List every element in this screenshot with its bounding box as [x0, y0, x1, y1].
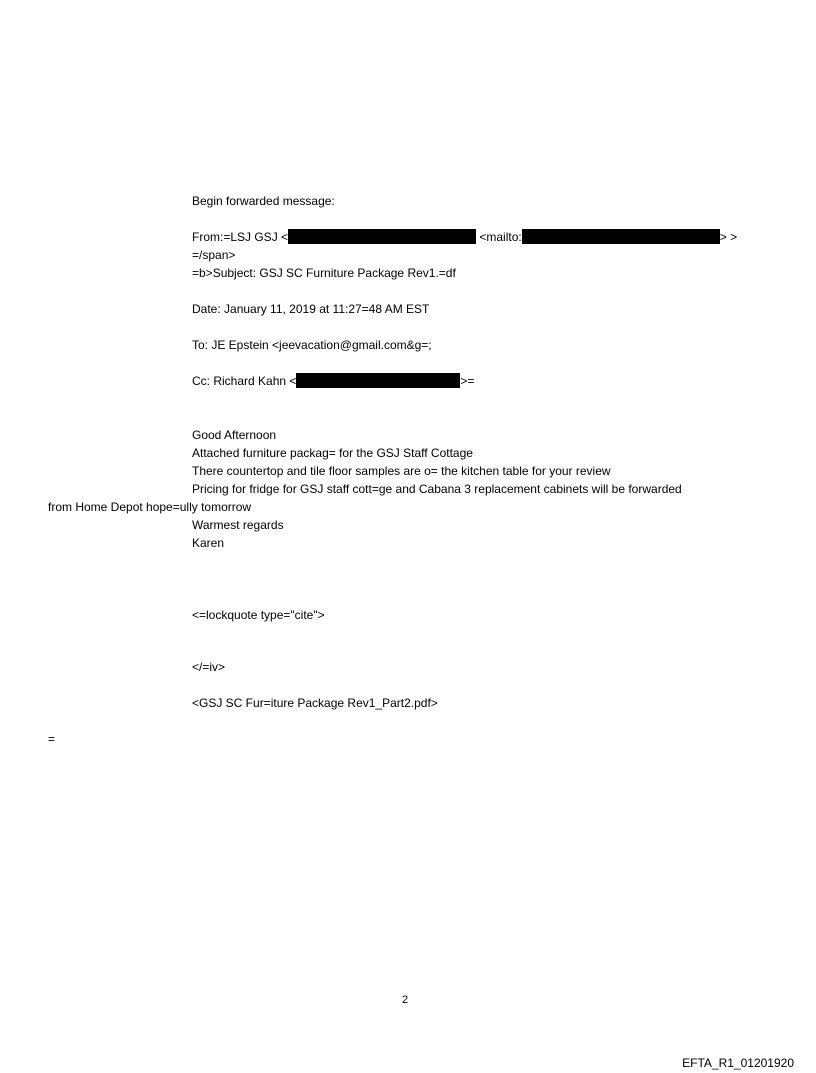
body-line-3: Pricing for fridge for GSJ staff cott=ge and Cabana 3 replacement cabinets will be forwarded — [192, 482, 682, 496]
greeting: Good Afternoon — [192, 428, 277, 442]
mailto-label: <mailto: — [479, 230, 522, 244]
page-number: 2 — [402, 994, 409, 1006]
body-line-1: Attached furniture packag= for the GSJ Staff Cottage — [192, 446, 473, 460]
to-line: To: JE Epstein <jeevacation@gmail.com&g=; — [192, 338, 432, 352]
redaction-box — [296, 373, 460, 388]
from-label: From:=LSJ GSJ < — [192, 230, 289, 244]
body-line-3-wrap: from Home Depot hope=ully tomorrow — [48, 500, 252, 514]
redaction-box — [522, 229, 720, 244]
from-line — [192, 228, 737, 246]
body-line-2: There countertop and tile floor samples are o= the kitchen table for your review — [192, 464, 611, 478]
from-suffix: > > — [719, 230, 738, 244]
date-line: Date: January 11, 2019 at 11:27=48 AM EST — [192, 302, 430, 316]
div-close-artifact: </=iv> — [192, 660, 226, 674]
redaction-box — [288, 229, 476, 244]
forward-intro: Begin forwarded message: — [192, 194, 335, 208]
cc-suffix: >= — [460, 374, 475, 388]
subject-line: =b>Subject: GSJ SC Furniture Package Rev1.=df — [192, 266, 456, 280]
bates-id: EFTA_R1_01201920 — [682, 1056, 794, 1070]
cc-label: Cc: Richard Kahn < — [192, 374, 297, 388]
closing: Warmest regards — [192, 518, 284, 532]
trailing-equals: = — [48, 732, 56, 746]
blockquote-artifact: <=lockquote type="cite"> — [192, 608, 325, 622]
attachment-name: <GSJ SC Fur=iture Package Rev1_Part2.pdf> — [192, 696, 438, 710]
cc-line — [192, 372, 474, 390]
signature: Karen — [192, 536, 225, 550]
span-close-artifact: =/span> — [192, 248, 236, 262]
